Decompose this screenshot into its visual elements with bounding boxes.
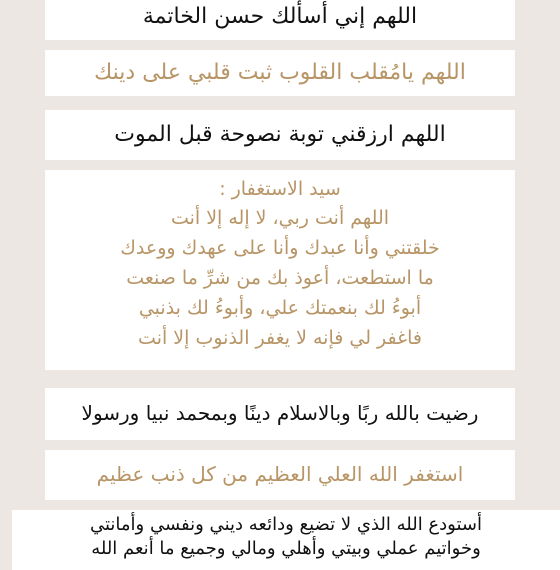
dua-text: اللهم ارزقني توبة نصوحة قبل الموت	[114, 122, 446, 147]
dua-card-contentment	[45, 388, 515, 440]
dua-card-sayyid-al-istighfar	[45, 170, 515, 370]
dua-text: رضيت بالله ربًا وبالاسلام دينًا وبمحمد نبيا ورسولا	[81, 401, 479, 425]
dua-card-repentance	[45, 110, 515, 160]
dua-text: اللهم يامُقلب القلوب ثبت قلبي على دينك	[94, 60, 466, 85]
dua-line: خلقتني وأنا عبدك وأنا على عهدك ووعدك	[120, 237, 440, 259]
dua-line: وخواتيم عملي وبيتي وأهلي ومالي وجميع ما أنعم الله	[91, 538, 481, 559]
dua-card-istighfar	[45, 450, 515, 500]
dua-card-steadfast-heart	[45, 50, 515, 96]
dua-line: أبوءُ لك بنعمتك علي، وأبوءُ لك بذنبي	[138, 297, 422, 319]
dua-heading: سيد الاستغفار :	[219, 178, 341, 200]
dua-card-entrusting	[12, 510, 560, 570]
dua-line: ما استطعت، أعوذ بك من شرِّ ما صنعت	[126, 267, 434, 289]
dua-line: أستودع الله الذي لا تضيع ودائعه ديني ونفسي وأمانتي	[89, 514, 482, 535]
dua-line: اللهم أنت ربي، لا إله إلا أنت	[170, 207, 390, 229]
dua-text: اللهم إني أسألك حسن الخاتمة	[142, 4, 418, 29]
dua-text: استغفر الله العلي العظيم من كل ذنب عظيم	[96, 462, 464, 486]
dua-card-good-ending	[45, 0, 515, 40]
dua-line: فاغفر لي فإنه لا يغفر الذنوب إلا أنت	[138, 327, 422, 349]
